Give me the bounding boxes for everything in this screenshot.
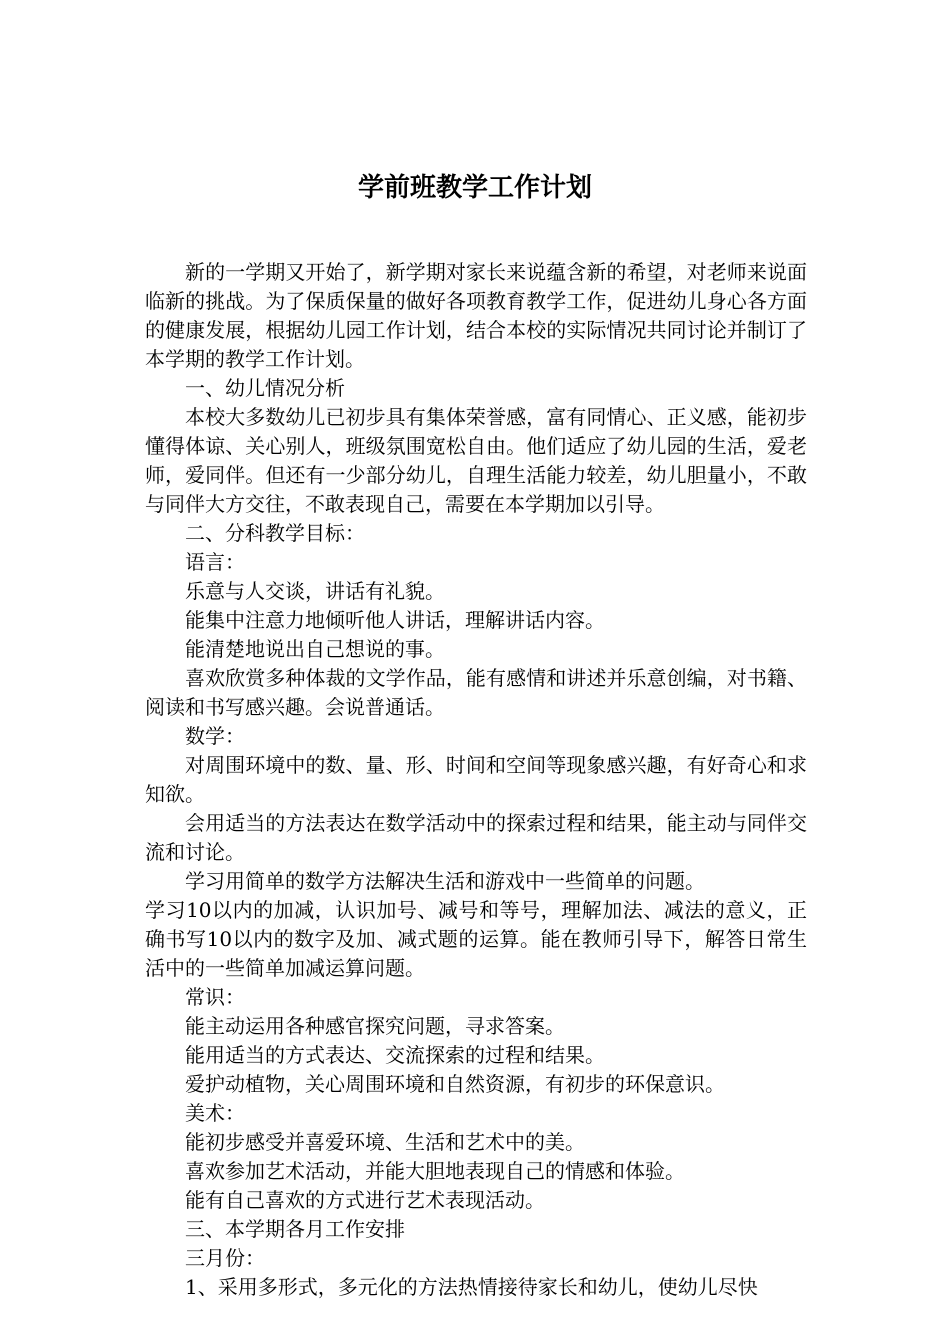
paragraph: 美术：	[185, 1101, 245, 1125]
paragraph: 一、幼儿情况分析	[185, 376, 345, 400]
paragraph: 乐意与人交谈，讲话有礼貌。	[185, 579, 445, 603]
paragraph: 二、分科教学目标：	[185, 521, 365, 545]
paragraph: 学习10以内的加减，认识加号、减号和等号，理解加法、减法的意义，正确书写10以内的数字及加、减式题的运算。能在教师引导下，解答日常生活中的一些简单加减运算问题。	[145, 898, 807, 980]
paragraph: 本校大多数幼儿已初步具有集体荣誉感，富有同情心、正义感，能初步懂得体谅、关心别人，班级氛围宽松自由。他们适应了幼儿园的生活，爱老师，爱同伴。但还有一少部分幼儿，自理生活能力较差，幼儿胆量小，不敢与同伴大方交往，不敢表现自己，需要在本学期加以引导。	[145, 405, 807, 516]
paragraph: 能主动运用各种感官探究问题，寻求答案。	[185, 1014, 565, 1038]
paragraph: 三月份：	[185, 1246, 265, 1270]
paragraph: 能有自己喜欢的方式进行艺术表现活动。	[185, 1188, 545, 1212]
paragraph: 新的一学期又开始了，新学期对家长来说蕴含新的希望，对老师来说面临新的挑战。为了保质保量的做好各项教育教学工作，促进幼儿身心各方面的健康发展，根据幼儿园工作计划，结合本校的实际情况共同讨论并制订了本学期的教学工作计划。	[145, 260, 807, 371]
paragraph: 会用适当的方法表达在数学活动中的探索过程和结果，能主动与同伴交流和讨论。	[145, 811, 807, 864]
document-title: 学前班教学工作计划	[357, 173, 592, 203]
paragraph: 语言：	[185, 550, 245, 574]
paragraph: 对周围环境中的数、量、形、时间和空间等现象感兴趣，有好奇心和求知欲。	[145, 753, 807, 806]
paragraph: 喜欢参加艺术活动，并能大胆地表现自己的情感和体验。	[185, 1159, 685, 1183]
paragraph: 能集中注意力地倾听他人讲话，理解讲话内容。	[185, 608, 605, 632]
paragraph: 爱护动植物，关心周围环境和自然资源，有初步的环保意识。	[185, 1072, 725, 1096]
paragraph: 数学：	[185, 724, 245, 748]
paragraph: 能初步感受并喜爱环境、生活和艺术中的美。	[185, 1130, 585, 1154]
paragraph: 能清楚地说出自己想说的事。	[185, 637, 445, 661]
paragraph: 学习用简单的数学方法解决生活和游戏中一些简单的问题。	[185, 869, 705, 893]
document-body	[145, 258, 807, 1302]
paragraph: 1、采用多形式，多元化的方法热情接待家长和幼儿，使幼儿尽快	[185, 1275, 758, 1299]
paragraph: 三、本学期各月工作安排	[185, 1217, 405, 1241]
paragraph: 喜欢欣赏多种体裁的文学作品，能有感情和讲述并乐意创编，对书籍、阅读和书写感兴趣。会说普通话。	[145, 666, 807, 719]
paragraph: 常识：	[185, 985, 245, 1009]
paragraph: 能用适当的方式表达、交流探索的过程和结果。	[185, 1043, 605, 1067]
